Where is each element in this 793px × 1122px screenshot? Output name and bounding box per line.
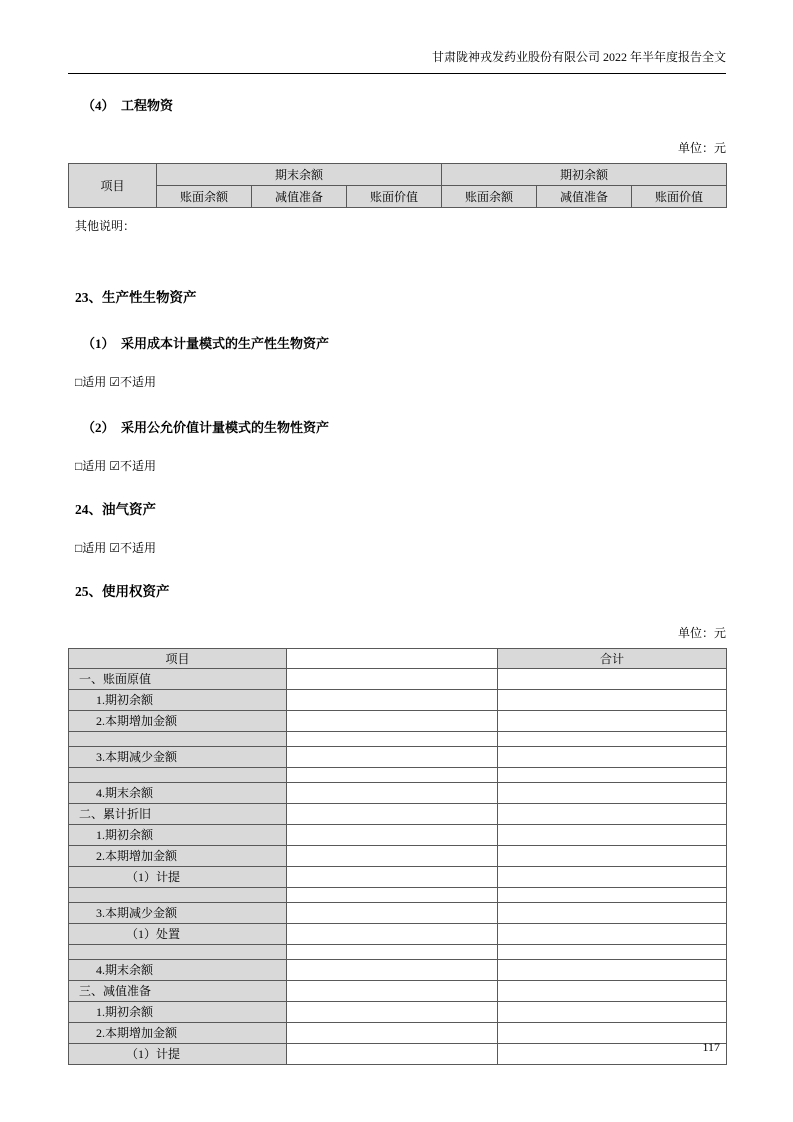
- row-label-cell: [69, 768, 287, 783]
- page-number: 117: [702, 1040, 720, 1054]
- row-value-cell: [287, 981, 498, 1002]
- rou-table-body: [69, 669, 727, 1065]
- row-total-cell: [498, 1002, 727, 1023]
- row-total-cell: [498, 747, 727, 768]
- row-total-cell: [498, 690, 727, 711]
- row-label-cell: 2.本期增加金额: [69, 1023, 287, 1044]
- row-value-cell: [287, 1044, 498, 1065]
- table-row: [69, 732, 727, 747]
- row-total-cell: [498, 960, 727, 981]
- table-row: [69, 1044, 727, 1065]
- table-row: [69, 690, 727, 711]
- table-row: [69, 924, 727, 945]
- row-total-cell: [498, 903, 727, 924]
- row-label-cell: 1.期初余额: [69, 690, 287, 711]
- heading-construction-materials: （4） 工程物资: [82, 98, 174, 113]
- row-value-cell: [287, 888, 498, 903]
- row-label-cell: [69, 888, 287, 903]
- table-row: [69, 903, 727, 924]
- row-label-cell: （1）处置: [69, 924, 287, 945]
- other-note: 其他说明：: [75, 219, 136, 233]
- table-row: [69, 1023, 727, 1044]
- row-label-cell: （1）计提: [69, 867, 287, 888]
- row-total-cell: [498, 846, 727, 867]
- construction-materials-table-head: [69, 164, 727, 208]
- row-total-cell: [498, 867, 727, 888]
- row-value-cell: [287, 669, 498, 690]
- row-label-cell: [69, 732, 287, 747]
- row-label-cell: 3.本期减少金额: [69, 903, 287, 924]
- row-value-cell: [287, 804, 498, 825]
- heading-fair-value-model: （2） 采用公允价值计量模式的生物性资产: [82, 420, 330, 435]
- row-label-cell: 4.期末余额: [69, 960, 287, 981]
- row-total-cell: [498, 669, 727, 690]
- row-total-cell: [498, 888, 727, 903]
- table-row: [69, 669, 727, 690]
- col-subheader-book-balance-begin: 账面余额: [442, 186, 537, 208]
- table-row: [69, 846, 727, 867]
- row-total-cell: [498, 945, 727, 960]
- row-total-cell: [498, 924, 727, 945]
- col-subheader-impairment-begin: 减值准备: [537, 186, 632, 208]
- row-value-cell: [287, 903, 498, 924]
- row-label-cell: （1）计提: [69, 1044, 287, 1065]
- heading-productive-bio-assets: 23、生产性生物资产: [75, 290, 197, 305]
- row-value-cell: [287, 924, 498, 945]
- row-label-cell: 三、减值准备: [69, 981, 287, 1002]
- row-total-cell: [498, 825, 727, 846]
- col-subheader-impairment-end: 减值准备: [252, 186, 347, 208]
- applicability-cost-model: □适用 ☑不适用: [75, 375, 157, 389]
- col-header-period-end: 期末余额: [157, 164, 442, 186]
- row-value-cell: [287, 768, 498, 783]
- right-of-use-assets-table: [68, 648, 727, 1065]
- table-row: [69, 867, 727, 888]
- doc-header-title: 甘肃陇神戎发药业股份有限公司 2022 年半年度报告全文: [431, 50, 726, 64]
- heading-right-of-use-assets: 25、使用权资产: [75, 584, 170, 599]
- table-row: [69, 981, 727, 1002]
- row-total-cell: [498, 783, 727, 804]
- table-row: [69, 1002, 727, 1023]
- table-row: [69, 768, 727, 783]
- table-row: [69, 960, 727, 981]
- table-subheader-row: [69, 186, 727, 208]
- row-label-cell: 2.本期增加金额: [69, 711, 287, 732]
- table-header-row: [69, 649, 727, 669]
- heading-cost-model: （1） 采用成本计量模式的生产性生物资产: [82, 336, 330, 351]
- col-subheader-book-value-begin: 账面价值: [632, 186, 727, 208]
- row-total-cell: [498, 804, 727, 825]
- row-value-cell: [287, 867, 498, 888]
- table-row: [69, 804, 727, 825]
- heading-oil-gas-assets: 24、油气资产: [75, 502, 156, 517]
- row-value-cell: [287, 825, 498, 846]
- table-row: [69, 945, 727, 960]
- row-value-cell: [287, 732, 498, 747]
- col-subheader-book-balance-end: 账面余额: [157, 186, 252, 208]
- table-row: [69, 825, 727, 846]
- table-row: [69, 888, 727, 903]
- unit-label-construction-materials: 单位：元: [677, 141, 726, 155]
- row-label-cell: 二、累计折旧: [69, 804, 287, 825]
- row-value-cell: [287, 690, 498, 711]
- row-value-cell: [287, 711, 498, 732]
- row-label-cell: 一、账面原值: [69, 669, 287, 690]
- col-header-item: 项目: [69, 164, 157, 208]
- col-subheader-book-value-end: 账面价值: [347, 186, 442, 208]
- applicability-oil-gas-assets: □适用 ☑不适用: [75, 541, 157, 555]
- row-label-cell: 1.期初余额: [69, 825, 287, 846]
- applicability-fair-value-model: □适用 ☑不适用: [75, 459, 157, 473]
- row-label-cell: 4.期末余额: [69, 783, 287, 804]
- row-value-cell: [287, 960, 498, 981]
- rou-table-head: [69, 649, 727, 669]
- table-row: [69, 747, 727, 768]
- row-label-cell: 2.本期增加金额: [69, 846, 287, 867]
- row-total-cell: [498, 732, 727, 747]
- row-value-cell: [287, 945, 498, 960]
- row-value-cell: [287, 1002, 498, 1023]
- row-label-cell: 1.期初余额: [69, 1002, 287, 1023]
- col-header-middle: [287, 649, 498, 669]
- doc-header: [68, 50, 726, 74]
- row-label-cell: 3.本期减少金额: [69, 747, 287, 768]
- col-header-item: 项目: [69, 649, 287, 669]
- table-header-row: [69, 164, 727, 186]
- row-value-cell: [287, 1023, 498, 1044]
- unit-label-right-of-use: 单位：元: [677, 626, 726, 640]
- row-total-cell: [498, 711, 727, 732]
- col-header-total: 合计: [498, 649, 727, 669]
- table-row: [69, 711, 727, 732]
- row-total-cell: [498, 1023, 727, 1044]
- row-total-cell: [498, 1044, 727, 1065]
- row-value-cell: [287, 846, 498, 867]
- row-total-cell: [498, 768, 727, 783]
- row-total-cell: [498, 981, 727, 1002]
- table-row: [69, 783, 727, 804]
- col-header-period-begin: 期初余额: [442, 164, 727, 186]
- construction-materials-table: [68, 163, 727, 208]
- row-label-cell: [69, 945, 287, 960]
- row-value-cell: [287, 783, 498, 804]
- row-value-cell: [287, 747, 498, 768]
